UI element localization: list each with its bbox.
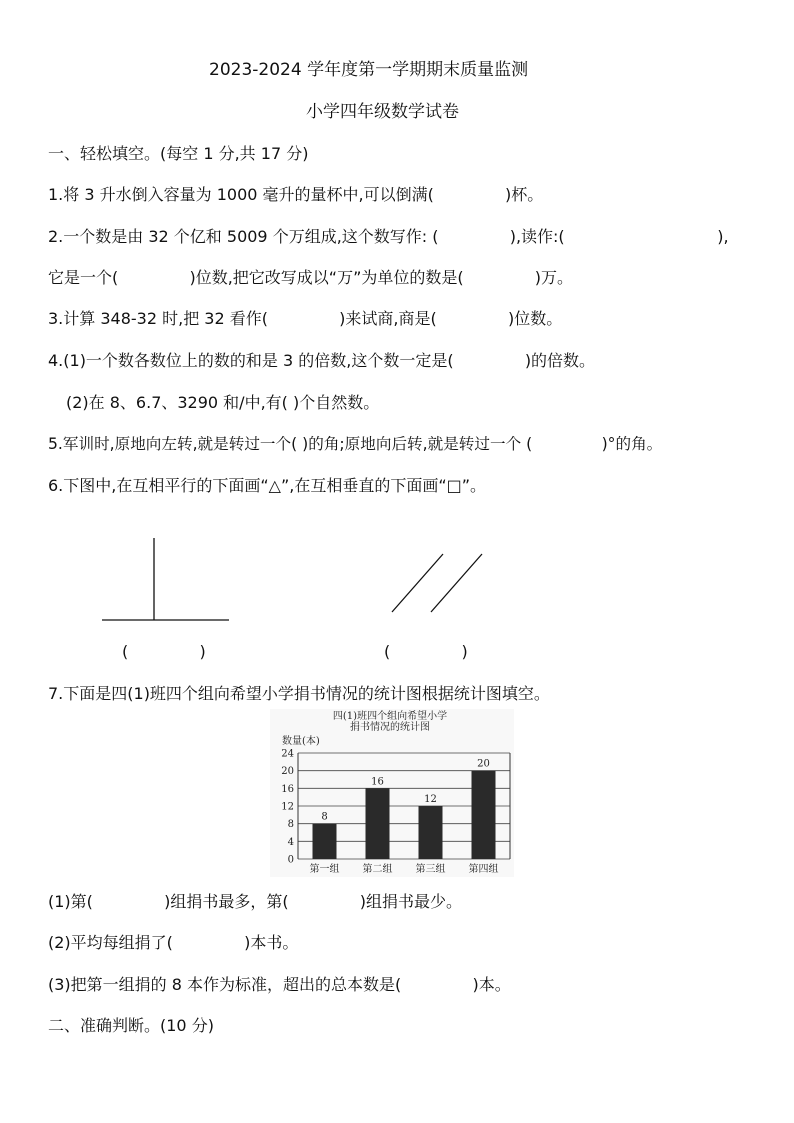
parallel-line-left [392, 554, 443, 612]
chart-y-tick-label: 0 [287, 854, 294, 866]
question-5: 5.军训时,原地向左转,就是转过一个( )的角;原地向后转,就是转过一个 ( )°的角。 [48, 435, 663, 453]
chart-category-labels [310, 862, 499, 875]
chart-y-ticks [281, 749, 294, 866]
chart-bar [366, 788, 390, 859]
chart-y-tick-label: 8 [287, 819, 294, 831]
chart-bars [313, 771, 496, 859]
chart-y-tick-label: 24 [281, 748, 294, 760]
donation-bar-chart [270, 709, 514, 877]
answer-blank-parallel: ( ) [384, 642, 468, 661]
section-1-heading: 一、轻松填空。(每空 1 分,共 17 分) [48, 144, 309, 163]
chart-y-axis-label: 数量(本) [282, 736, 320, 747]
chart-y-tick-label: 12 [281, 801, 294, 813]
question-7: 7.下面是四(1)班四个组向希望小学捐书情况的统计图根据统计图填空。 [48, 684, 550, 703]
chart-category-label: 第四组 [468, 864, 499, 875]
question-7-part-2: (2)平均每组捐了( )本书。 [48, 933, 299, 952]
chart-bar [472, 771, 496, 859]
question-2-line-1: 2.一个数是由 32 个亿和 5009 个万组成,这个数写作: ( ),读作:( ), [48, 227, 729, 246]
chart-value-labels [321, 759, 490, 823]
question-7-part-3: (3)把第一组捐的 8 本作为标准，超出的总本数是( )本。 [48, 975, 511, 994]
parallel-line-right [431, 554, 482, 612]
chart-value-label: 12 [424, 794, 437, 805]
exam-subtitle: 小学四年级数学试卷 [306, 102, 459, 122]
question-4-part-2: (2)在 8、6.7、3290 和/中,有( )个自然数。 [66, 393, 380, 412]
chart-bar [313, 824, 337, 859]
chart-category-label: 第二组 [362, 864, 393, 875]
chart-value-label: 20 [477, 758, 490, 770]
question-2-line-2: 它是一个( )位数,把它改写成以“万”为单位的数是( )万。 [48, 268, 574, 287]
chart-y-tick-label: 20 [281, 766, 294, 778]
chart-category-label: 第三组 [415, 864, 446, 875]
chart-title-line-1: 四(1)班四个组向希望小学 [332, 711, 448, 722]
chart-category-label: 第一组 [309, 864, 340, 875]
chart-y-tick-label: 16 [281, 783, 294, 795]
question-1: 1.将 3 升水倒入容量为 1000 毫升的量杯中,可以倒满( )杯。 [48, 185, 544, 204]
chart-value-label: 16 [371, 776, 384, 788]
exam-title: 2023-2024 学年度第一学期期末质量监测 [209, 60, 529, 80]
section-2-heading: 二、准确判断。(10 分) [48, 1016, 214, 1035]
question-4-part-1: 4.(1)一个数各数位上的数的和是 3 的倍数,这个数一定是( )的倍数。 [48, 351, 596, 370]
chart-bar [419, 806, 443, 859]
chart-y-tick-label: 4 [287, 836, 294, 848]
question-7-part-1: (1)第( )组捐书最多，第( )组捐书最少。 [48, 892, 463, 911]
answer-blank-perpendicular: ( ) [122, 642, 206, 661]
question-6: 6.下图中,在互相平行的下面画“△”,在互相垂直的下面画“□”。 [48, 476, 487, 495]
chart-value-label: 8 [321, 811, 328, 823]
question-3: 3.计算 348-32 时,把 32 看作( )来试商,商是( )位数。 [48, 309, 563, 328]
chart-title-line-2: 捐书情况的统计图 [350, 722, 430, 733]
